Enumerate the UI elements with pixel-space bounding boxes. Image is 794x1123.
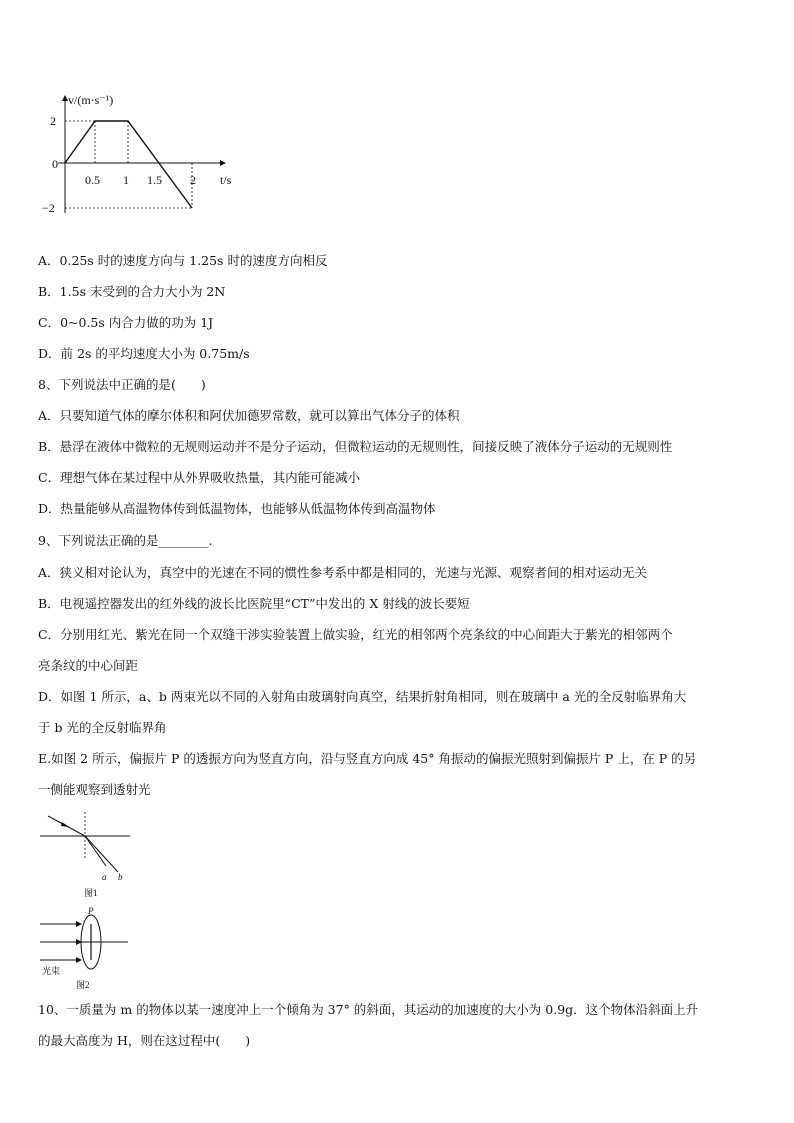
arrow-top	[76, 921, 82, 927]
ray-a	[85, 836, 106, 866]
q8-option-b: B．悬浮在液体中微粒的无规则运动并不是分子运动，但微粒运动的无规则性，间接反映了液体分子运动的无规则性	[38, 439, 673, 454]
x-tick-2: 2	[190, 173, 196, 187]
q10-stem-cont: 的最大高度为 H，则在这过程中( )	[38, 1033, 251, 1048]
fig1-caption: 图1	[84, 888, 98, 898]
figure-1-refraction	[38, 808, 138, 900]
q9-option-a: A．狭义相对论认为，真空中的光速在不同的惯性参考系中都是相同的，光速与光源、观察者间的相对运动无关	[38, 565, 648, 580]
y-tick-neg2: −2	[42, 201, 55, 215]
q9-stem: 9、下列说法正确的是________.	[38, 533, 213, 548]
y-tick-2: 2	[50, 114, 56, 128]
q8-option-c: C．理想气体在某过程中从外界吸收热量，其内能可能减小	[38, 470, 361, 485]
label-p: P	[88, 906, 94, 916]
q9-option-c: C．分别用红光、紫光在同一个双缝干涉实验装置上做实验，红光的相邻两个亮条纹的中心间距大于紫光的相邻两个	[38, 627, 673, 642]
origin-label: 0	[52, 157, 58, 171]
q10-stem: 10、一质量为 m 的物体以某一速度冲上一个倾角为 37° 的斜面，其运动的加速度的大小为 0.9g．这个物体沿斜面上升	[38, 1002, 699, 1017]
x-axis-label: t/s	[220, 173, 232, 187]
incident-arrow	[61, 822, 69, 827]
arrow-bottom	[76, 957, 82, 963]
q7-option-a: A．0.25s 时的速度方向与 1.25s 时的速度方向相反	[38, 253, 328, 268]
fig2-caption: 图2	[76, 980, 90, 990]
x-tick-1: 1	[123, 173, 129, 187]
q9-option-d-cont: 于 b 光的全反射临界角	[38, 720, 167, 735]
figure-2-polarizer	[38, 904, 138, 994]
label-b: b	[118, 872, 123, 882]
q7-option-c: C．0~0.5s 内合力做的功为 1J	[38, 315, 214, 330]
label-a: a	[102, 872, 107, 882]
q9-option-c-cont: 亮条纹的中心间距	[38, 658, 139, 673]
q7-option-b: B．1.5s 末受到的合力大小为 2N	[38, 284, 226, 299]
ray-b	[85, 836, 118, 872]
q9-option-e: E.如图 2 所示，偏振片 P 的透振方向为竖直方向，沿与竖直方向成 45° 角振动的偏振光照射到偏振片 P 上，在 P 的另	[38, 751, 697, 766]
q9-option-d: D．如图 1 所示，a、b 两束光以不同的入射角由玻璃射向真空，结果折射角相同，则在玻璃中 a 光的全反射临界角大	[38, 689, 687, 704]
label-beam: 光束	[42, 966, 61, 976]
q7-option-d: D．前 2s 的平均速度大小为 0.75m/s	[38, 346, 250, 361]
velocity-curve	[65, 121, 192, 208]
x-tick-1.5: 1.5	[147, 173, 162, 187]
q9-option-b: B．电视遥控器发出的红外线的波长比医院里“CT”中发出的 X 射线的波长要短	[38, 596, 470, 611]
x-tick-0.5: 0.5	[85, 173, 100, 187]
velocity-time-graph	[40, 88, 250, 223]
q8-option-a: A．只要知道气体的摩尔体积和阿伏加德罗常数，就可以算出气体分子的体积	[38, 408, 460, 423]
q8-option-d: D．热量能够从高温物体传到低温物体，也能够从低温物体传到高温物体	[38, 501, 436, 516]
y-axis-label: v/(m·s⁻¹)	[68, 93, 114, 107]
q9-option-e-cont: 一侧能观察到透射光	[38, 782, 151, 797]
q8-stem: 8、下列说法中正确的是( )	[38, 377, 206, 392]
